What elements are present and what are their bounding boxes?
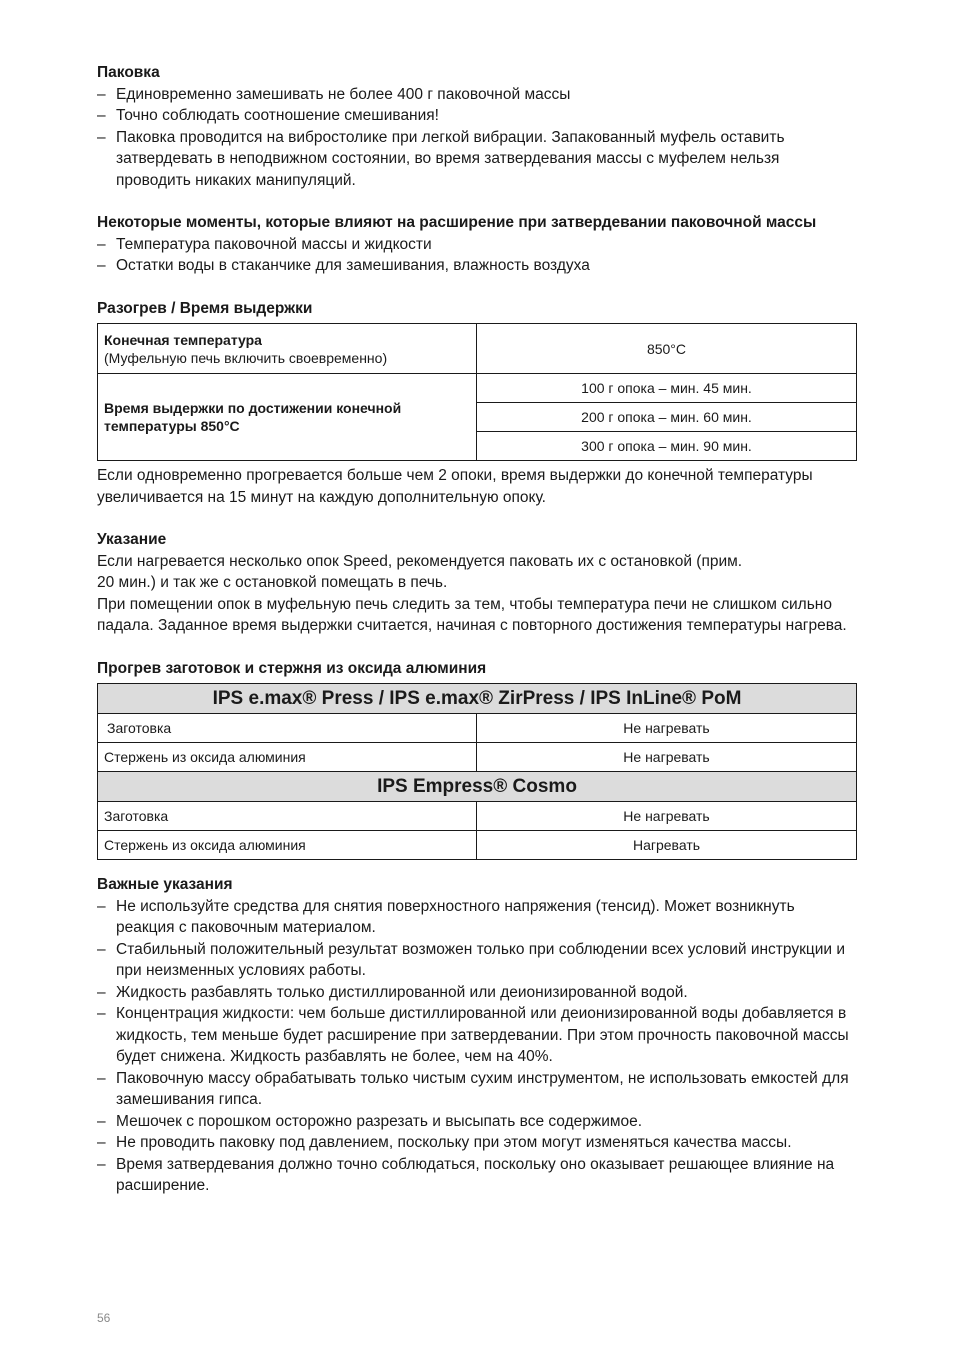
list-item: – Единовременно замешивать не более 400 г паковочной массы — [97, 84, 857, 106]
heating-table — [97, 323, 857, 461]
hint-line: Если нагревается несколько опок Speed, рекомендуется паковать их с остановкой (прим. — [97, 552, 743, 570]
final-temp-cell — [98, 324, 477, 374]
packing-list — [97, 84, 857, 192]
list-item: – Не проводить паковку под давлением, поскольку при этом могут изменяться качества массы. — [97, 1132, 857, 1154]
table-row — [98, 831, 857, 860]
hold-time-row: 100 г опока – мин. 45 мин. — [477, 374, 857, 403]
table-row — [98, 802, 857, 831]
final-temp-label: Конечная температура — [104, 331, 262, 348]
preheat-table — [97, 683, 857, 860]
section-title-heating: Разогрев / Время выдержки — [97, 299, 313, 317]
heating-note: Если одновременно прогревается больше чем 2 опоки, время выдержки до конечной температуры увеличивается на 15 минут на каждую дополнительную опоку. — [97, 467, 813, 506]
important-list — [97, 896, 857, 1197]
row-value: Не нагревать — [477, 714, 857, 743]
list-item: – Время затвердевания должно точно соблюдаться, поскольку оно оказывает решающее влияние на расширение. — [97, 1154, 857, 1197]
list-item: – Не используйте средства для снятия поверхностного напряжения (тенсид). Может возникнуть реакция с паковочным материалом. — [97, 896, 857, 939]
list-item: – Паковочную массу обрабатывать только чистым сухим инструментом, не использовать емкостей для замешивания гипса. — [97, 1068, 857, 1111]
hint-line: При помещении опок в муфельную печь следить за тем, чтобы температура печи не слишком сильно падала. Заданное время выдержки считается, начиная с повторного достижения температуры нагрева. — [97, 595, 847, 634]
row-label: Стержень из оксида алюминия — [98, 743, 477, 772]
final-temp-value: 850°C — [477, 324, 857, 374]
list-item: – Остатки воды в стаканчике для замешивания, влажность воздуха — [97, 255, 857, 277]
group-header: IPS Empress® Cosmo — [98, 772, 857, 802]
row-label: Стержень из оксида алюминия — [98, 831, 477, 860]
section-title-packing: Паковка — [97, 64, 160, 81]
table-row — [98, 684, 857, 714]
section-title-hint: Указание — [97, 531, 167, 548]
table-row — [98, 374, 857, 403]
table-row — [98, 772, 857, 802]
section-title-important: Важные указания — [97, 876, 233, 893]
row-label: Заготовка — [98, 802, 477, 831]
table-row — [98, 714, 857, 743]
hold-time-label: Время выдержки по достижении конечной температуры 850°C — [98, 374, 477, 461]
hint-line: 20 мин.) и так же с остановкой помещать в печь. — [97, 574, 448, 591]
final-temp-note: (Муфельную печь включить своевременно) — [104, 349, 388, 366]
section-title-expansion: Некоторые моменты, которые влияют на расширение при затвердевании паковочной массы — [97, 214, 817, 231]
page-content — [97, 62, 857, 1197]
expansion-list — [97, 234, 857, 277]
list-item: – Концентрация жидкости: чем больше дистиллированной или деионизированной воды добавляется в жидкость, тем меньше будет расширение при затвердевании. При этом прочность паковочной массы будет снижена. Жидкость разбавлять не более, чем на 40%. — [97, 1003, 857, 1068]
row-value: Не нагревать — [477, 743, 857, 772]
list-item: – Температура паковочной массы и жидкости — [97, 234, 857, 256]
list-item: – Паковка проводится на вибростолике при легкой вибрации. Запакованный муфель оставить затвердевать в неподвижном состоянии, во время затвердевания массы с муфелем нельзя проводить никаких манипуляций. — [97, 127, 857, 192]
hold-time-row: 200 г опока – мин. 60 мин. — [477, 403, 857, 432]
list-item: – Точно соблюдать соотношение смешивания! — [97, 105, 857, 127]
list-item: – Жидкость разбавлять только дистиллированной или деионизированной водой. — [97, 982, 857, 1004]
row-value: Не нагревать — [477, 802, 857, 831]
section-title-preheat: Прогрев заготовок и стержня из оксида алюминия — [97, 659, 487, 677]
hold-time-row: 300 г опока – мин. 90 мин. — [477, 432, 857, 461]
list-item: – Мешочек с порошком осторожно разрезать и высыпать все содержимое. — [97, 1111, 857, 1133]
group-header: IPS e.max® Press / IPS e.max® ZirPress / IPS InLine® PoM — [98, 684, 857, 714]
row-value: Нагревать — [477, 831, 857, 860]
row-label: Заготовка — [98, 714, 477, 743]
table-row — [98, 324, 857, 374]
page-number: 56 — [97, 1311, 111, 1325]
table-row — [98, 743, 857, 772]
list-item: – Стабильный положительный результат возможен только при соблюдении всех условий инструкции и при неизменных условиях работы. — [97, 939, 857, 982]
